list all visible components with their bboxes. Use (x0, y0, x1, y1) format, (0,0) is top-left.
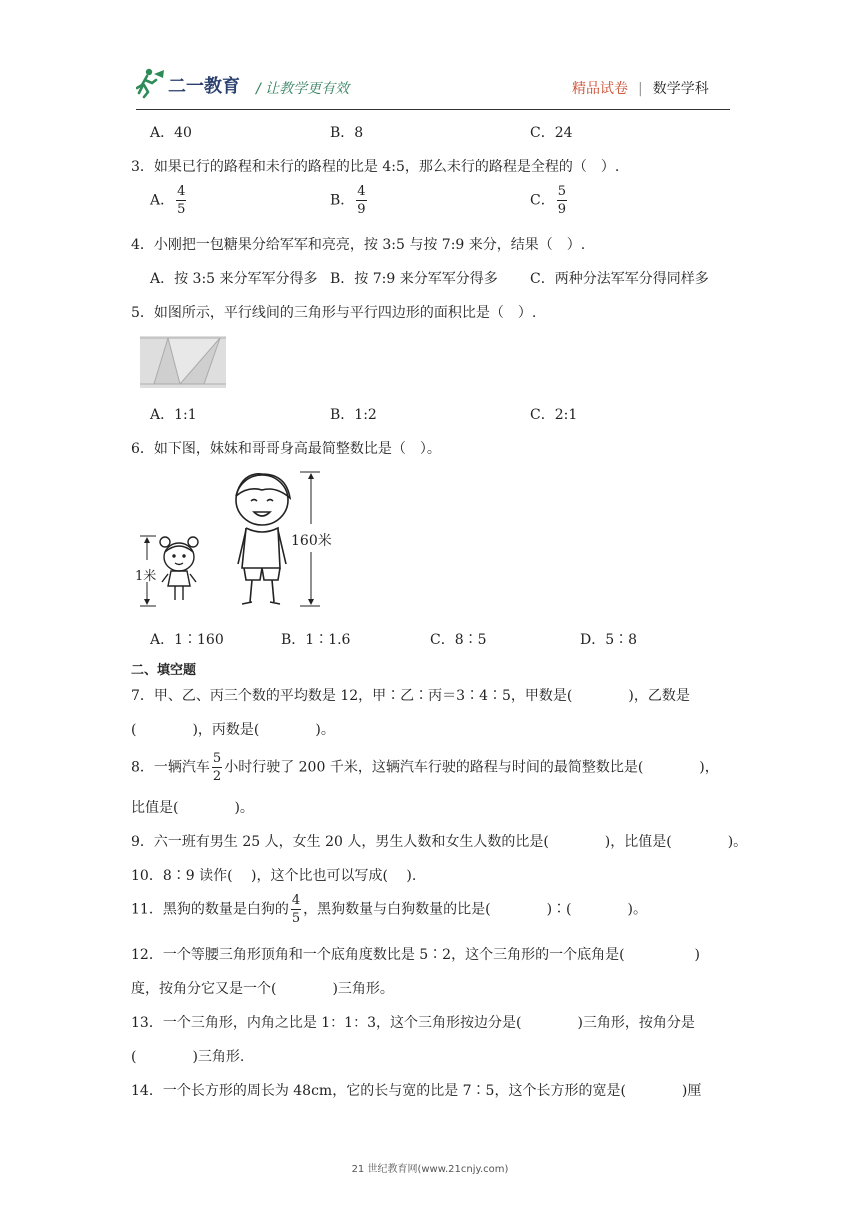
q5-option-a: A．1:1 (150, 407, 197, 423)
page-footer: 21 世纪教育网(www.21cnjy.com) (351, 1164, 509, 1175)
q9: 9．六一班有男生 25 人，女生 20 人，男生人数和女生人数的比是( )，比值是( )。 (131, 834, 748, 850)
q6-option-c: C．8∶5 (430, 632, 487, 648)
q6-option-b: B．1∶1.6 (281, 632, 351, 648)
q14: 14．一个长方形的周长为 48cm，它的长与宽的比是 7∶5，这个长方形的宽是( )厘 (131, 1083, 702, 1099)
boy-icon (236, 474, 290, 604)
q5-option-b: B．1:2 (330, 407, 377, 423)
q4-option-c: C．两种分法军军分得同样多 (530, 271, 709, 287)
q8-line2: 比值是( )。 (131, 800, 254, 816)
q7-line2: ( )，丙数是( )。 (131, 722, 335, 738)
q12-line1: 12．一个等腰三角形顶角和一个底角度数比是 5∶2，这个三角形的一个底角是( ) (131, 947, 701, 963)
q5-figure (140, 336, 226, 392)
q8-line1: 8．一辆汽车 $\frac{5}{2}$ 小时行驶了 200 千米，这辆汽车行驶的路程与时间的最简整数比是( )， (131, 751, 719, 784)
q2-option-a: A．40 (150, 125, 192, 141)
q6-label-tall: 160米 (291, 533, 332, 549)
header-separator: | (638, 81, 643, 97)
q6-label-short: 1米 (135, 569, 157, 584)
q3-stem: 3．如果已行的路程和未行的路程的比是 4:5，那么未行的路程是全程的（ ）. (131, 159, 620, 175)
q10: 10．8∶9 读作( )，这个比也可以写成( ). (131, 868, 417, 884)
q3-option-a: A． $\frac{4}{5}$ (150, 184, 186, 217)
q2-option-b: B．8 (330, 125, 364, 141)
header-rule (136, 109, 730, 110)
q7-line1: 7．甲、乙、丙三个数的平均数是 12，甲∶乙∶丙＝3∶4∶5，甲数是( )，乙数是 (131, 688, 690, 704)
header-label-subject: 数学学科 (652, 81, 709, 97)
header-label-quality: 精品试卷 (572, 81, 628, 97)
q4-option-b: B．按 7:9 来分军军分得多 (330, 271, 498, 287)
q4-stem: 4．小刚把一包糖果分给军军和亮亮，按 3:5 与按 7:9 来分，结果（ ）. (131, 237, 586, 253)
header-slogan: / 让教学更有效 (256, 81, 350, 97)
q2-option-c: C．24 (530, 125, 573, 141)
runner-icon (137, 69, 164, 97)
q6-option-a: A．1∶160 (150, 632, 224, 648)
q4-option-a: A．按 3:5 来分军军分得多 (150, 271, 318, 287)
section-heading-fill-in: 二、填空题 (131, 663, 197, 678)
q12-line2: 度，按角分它又是一个( )三角形。 (131, 981, 394, 997)
q13-line2: ( )三角形. (131, 1049, 245, 1065)
q5-option-c: C．2:1 (530, 407, 578, 423)
q11: 11．黑狗的数量是白狗的 $\frac{4}{5}$ ，黑狗数量与白狗数量的比是( )∶( )。 (131, 893, 647, 926)
q5-stem: 5．如图所示，平行线间的三角形与平行四边形的面积比是（ ）. (131, 305, 537, 321)
q13-line1: 13．一个三角形，内角之比是 1：1：3，这个三角形按边分是( )三角形，按角分是 (131, 1015, 695, 1031)
header-labels (572, 78, 709, 98)
q6-option-d: D．5∶8 (580, 632, 638, 648)
brand-logo (136, 66, 248, 104)
logo-text: 二一教育 (168, 76, 240, 97)
q6-stem: 6．如下图，妹妹和哥哥身高最简整数比是（ ）。 (131, 441, 441, 457)
girl-icon (160, 537, 198, 600)
q3-option-b: B． $\frac{4}{9}$ (330, 184, 366, 217)
q3-option-c: C． $\frac{5}{9}$ (530, 184, 566, 217)
